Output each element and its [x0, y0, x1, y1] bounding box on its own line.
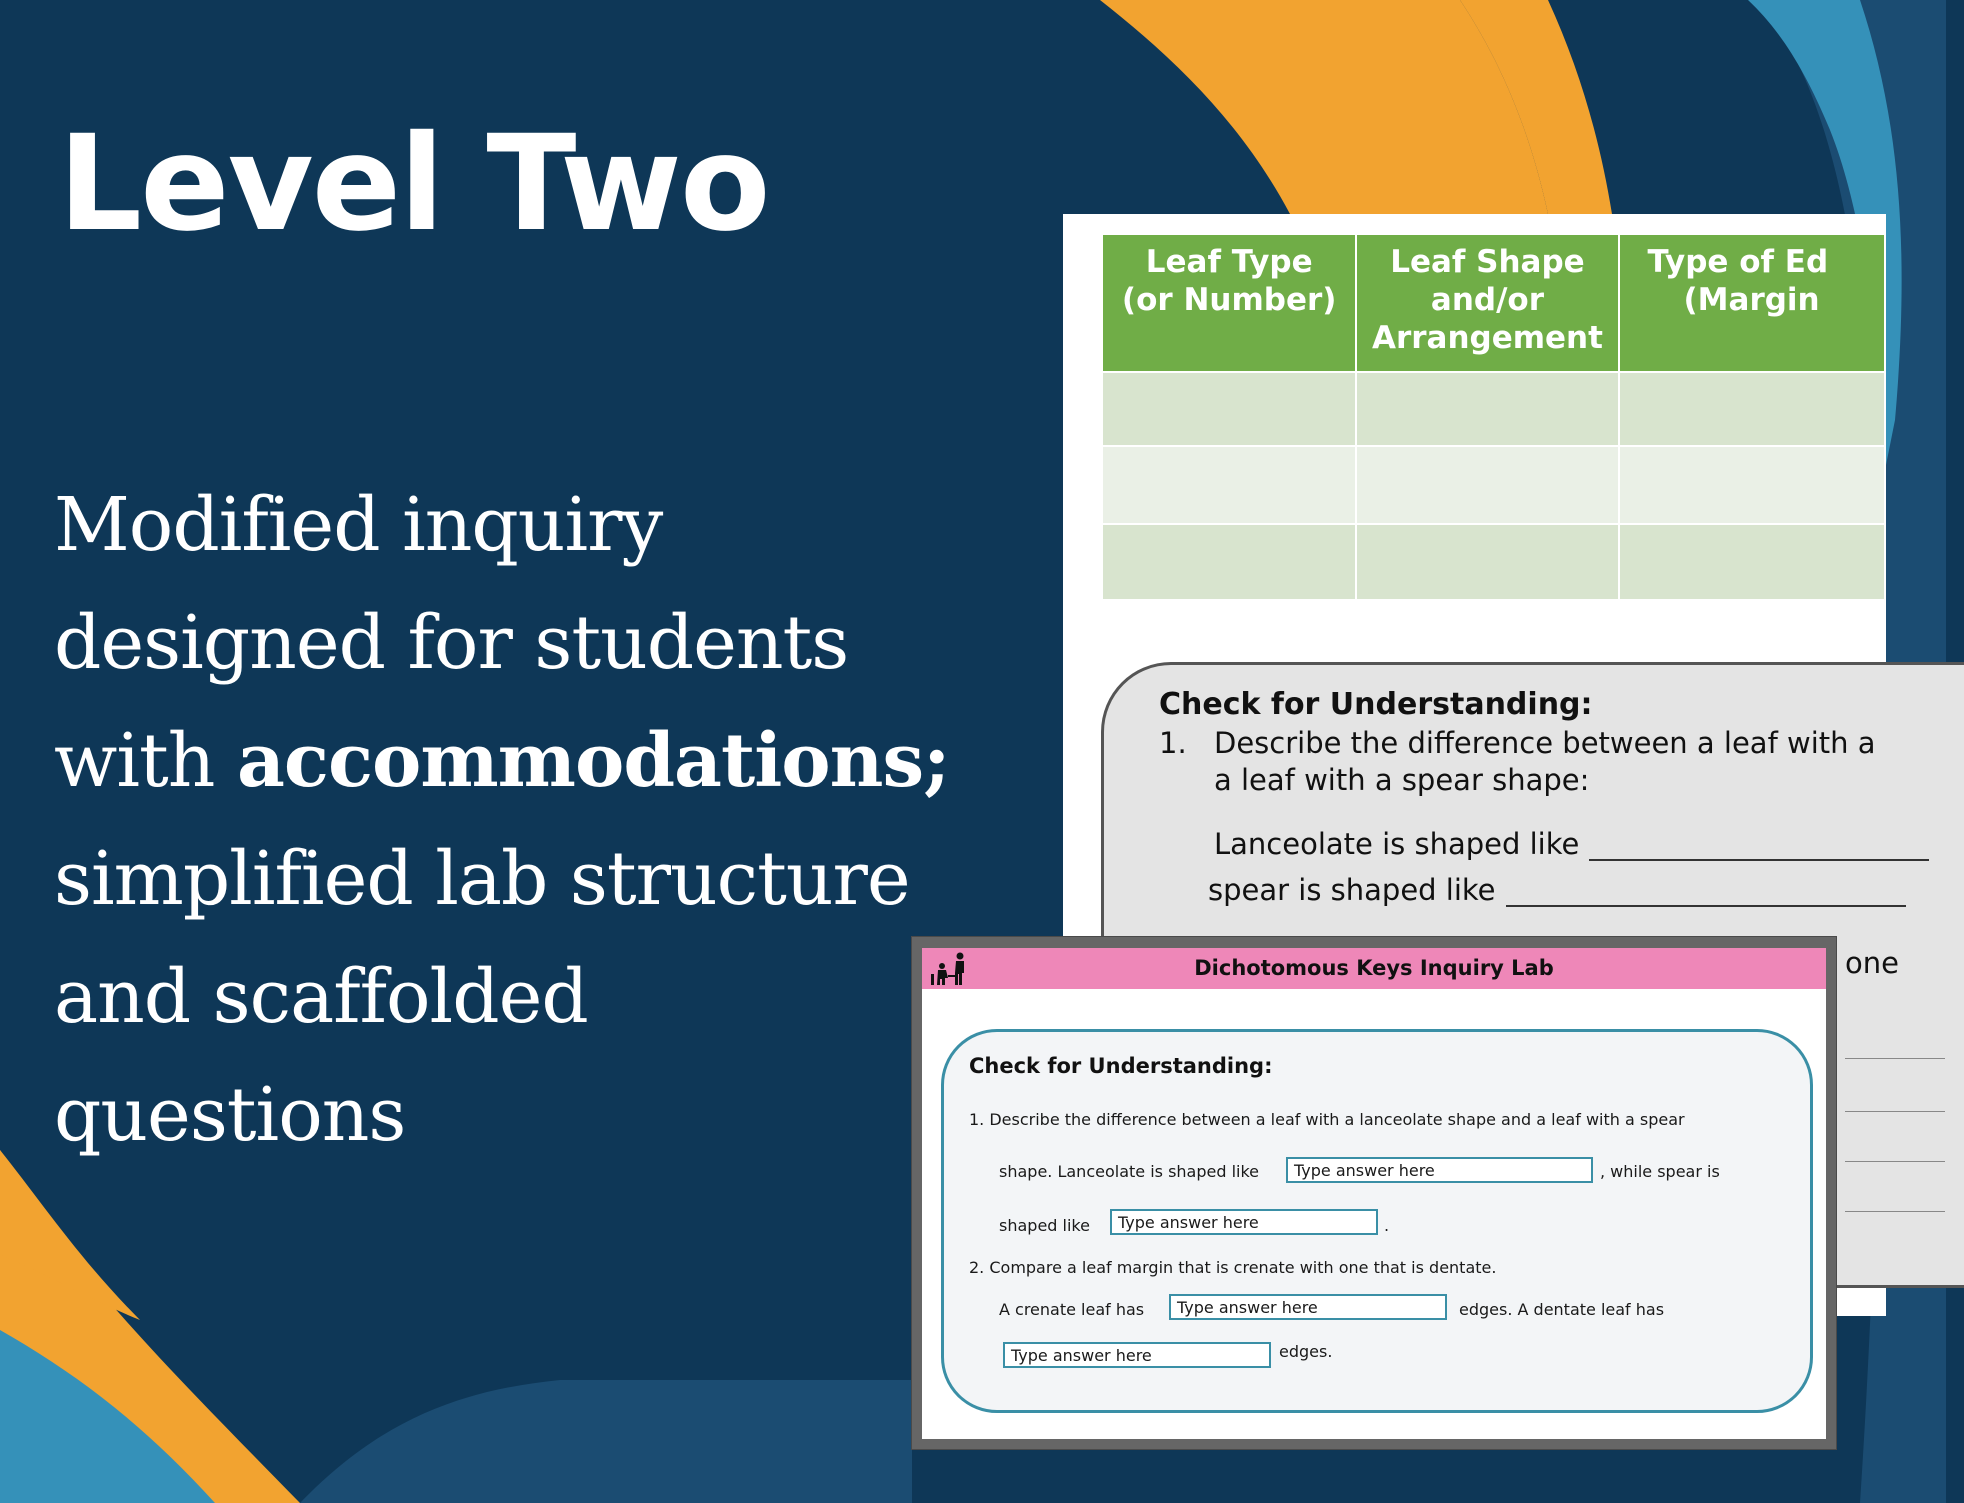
table-header-leaf-shape: Leaf Shape and/or Arrangement	[1356, 234, 1618, 372]
check-for-understanding	[941, 1029, 1813, 1413]
description-line: questions	[54, 1072, 406, 1158]
spear-prompt: spear is shaped like	[1208, 873, 1906, 907]
table-header-edge-type: Type of Ed (Margin	[1619, 234, 1885, 372]
answer-line[interactable]	[1845, 1058, 1945, 1059]
question-2-prompt: A crenate leaf has	[999, 1300, 1145, 1319]
cfu-text-fragment: one	[1845, 946, 1899, 980]
question-2-prompt: edges. A dentate leaf has	[1459, 1300, 1665, 1319]
table-header-leaf-type: Leaf Type (or Number)	[1102, 234, 1356, 372]
lanceolate-prompt: Lanceolate is shaped like	[1214, 827, 1929, 861]
lanceolate-answer-input[interactable]: Type answer here	[1286, 1157, 1593, 1183]
description-text: with	[54, 718, 237, 804]
description-line: and scaffolded	[54, 954, 588, 1040]
question-1-prompt: shaped like	[999, 1216, 1090, 1235]
worksheet-header	[922, 948, 1826, 989]
page-title: Level Two	[58, 107, 769, 261]
crenate-answer-input[interactable]: Type answer here	[1169, 1294, 1447, 1320]
leaf-observation-table	[1101, 233, 1886, 601]
description-line: designed for students	[54, 600, 849, 686]
question-1-prompt: .	[1384, 1216, 1390, 1235]
answer-line[interactable]	[1845, 1161, 1945, 1162]
dentate-answer-input[interactable]: Type answer here	[1003, 1342, 1271, 1368]
worksheet-page	[922, 948, 1826, 1439]
table-row	[1102, 446, 1885, 524]
worksheet-title: Dichotomous Keys Inquiry Lab	[1194, 956, 1554, 980]
description-line: Modified inquiry	[54, 482, 663, 568]
table-row	[1102, 372, 1885, 446]
spear-answer-input[interactable]: Type answer here	[1110, 1209, 1378, 1235]
description-emphasis: accommodations;	[236, 718, 950, 804]
answer-line[interactable]	[1506, 877, 1906, 907]
answer-line[interactable]	[1845, 1211, 1945, 1212]
answer-line[interactable]	[1845, 1111, 1945, 1112]
question-1-text: 1. Describe the difference between a leaf with a lanceolate shape and a leaf with a spear	[969, 1110, 1685, 1129]
cfu-heading: Check for Understanding:	[1159, 687, 1593, 722]
cfu-heading: Check for Understanding:	[969, 1054, 1273, 1078]
level-description	[54, 466, 1014, 1174]
question-2-prompt: edges.	[1279, 1342, 1333, 1361]
answer-line[interactable]	[1589, 831, 1929, 861]
digital-worksheet-preview	[912, 937, 1836, 1449]
cfu-question-1: 1. Describe the difference between a leaf with a a leaf with a spear shape:	[1159, 726, 1876, 797]
table-row	[1102, 524, 1885, 600]
question-2-text: 2. Compare a leaf margin that is crenate with one that is dentate.	[969, 1258, 1497, 1277]
question-1-prompt: shape. Lanceolate is shaped like	[999, 1162, 1260, 1181]
description-line	[54, 702, 1014, 820]
question-1-prompt: , while spear is	[1600, 1162, 1720, 1181]
description-line: simplified lab structure	[54, 836, 910, 922]
